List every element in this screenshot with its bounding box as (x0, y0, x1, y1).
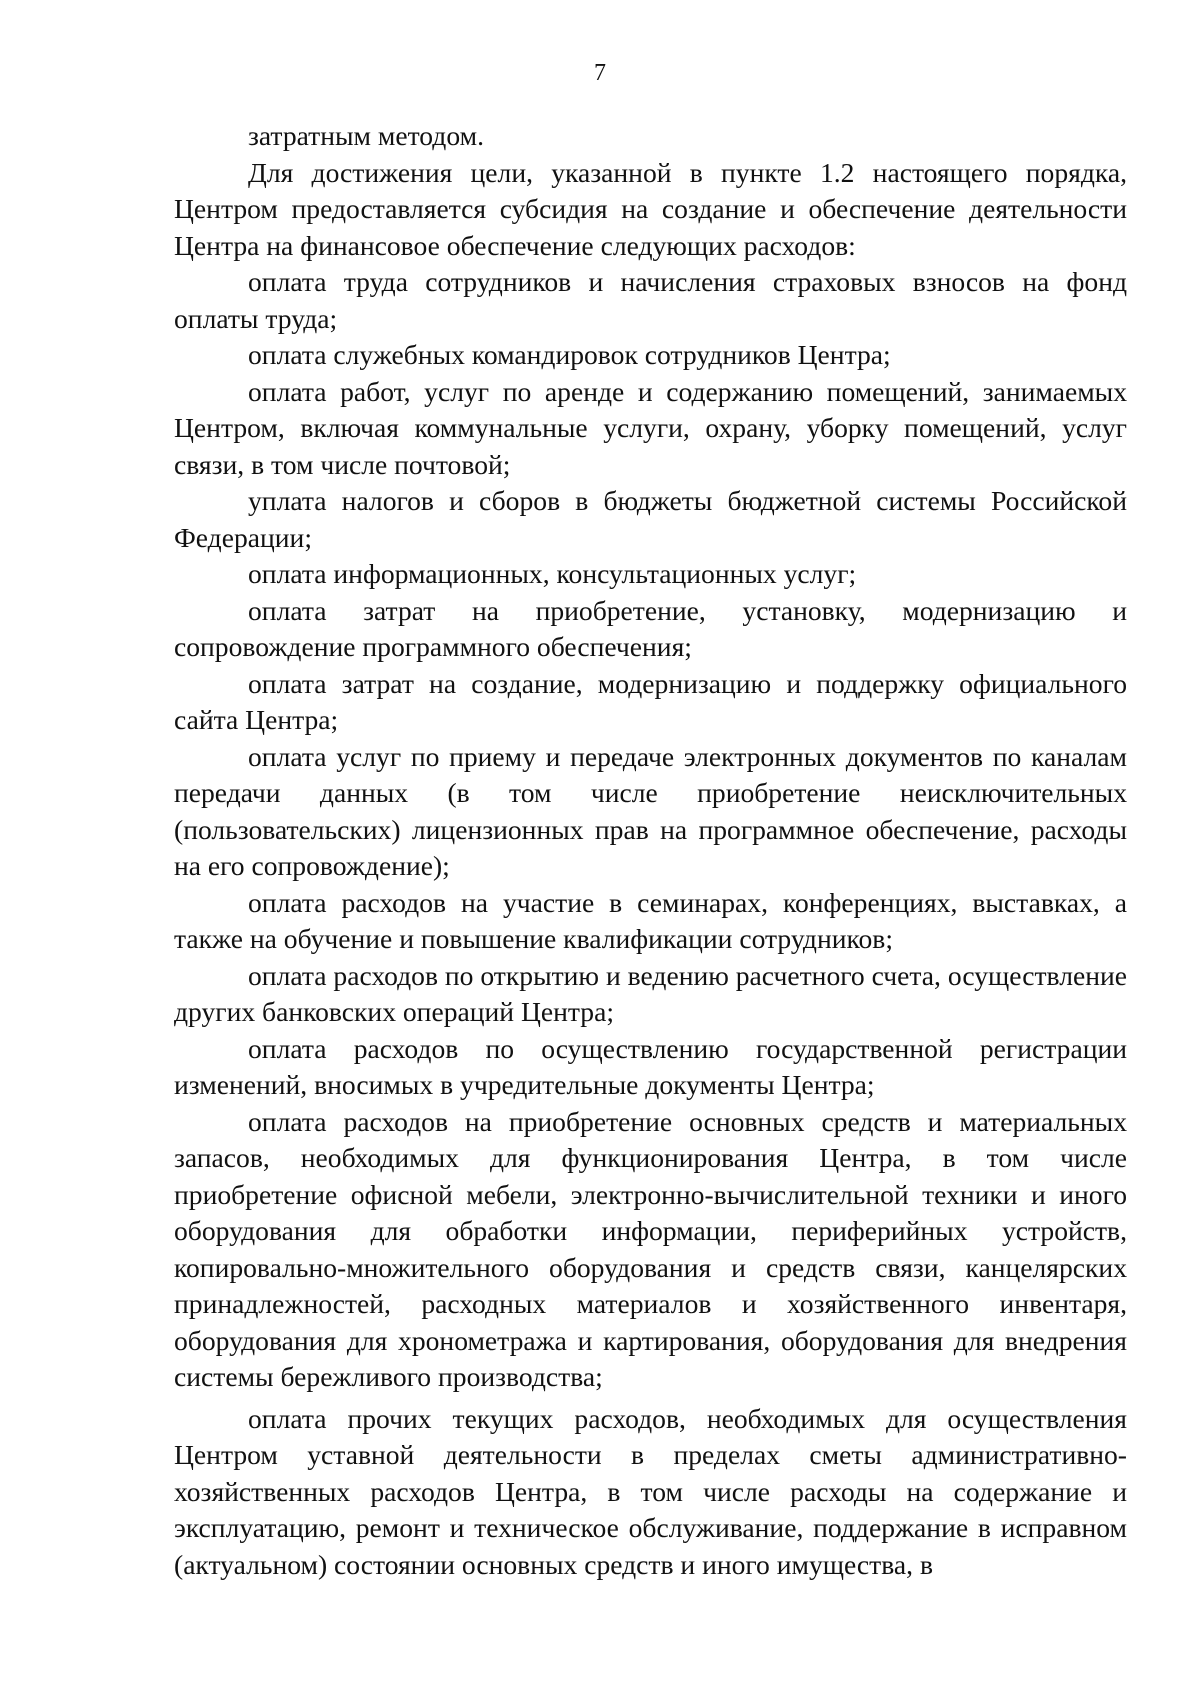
paragraph-other-expenses: оплата прочих текущих расходов, необходимых для осуществления Центром уставной деятельности в пределах сметы административно-хозяйственных расходов Центра, в том числе расходы на содержание и эксплуатацию, ремонт и техническое обслуживание, поддержание в исправном (актуальном) состоянии основных средств и иного имущества, в (174, 1402, 1127, 1580)
paragraph-electronic-documents: оплата услуг по приему и передаче электронных документов по каналам передачи данных (в том числе приобретение неисключительных (пользовательских) лицензионных прав на программное обеспечение, расходы на его сопровождение); (174, 740, 1127, 881)
paragraph-seminars-training: оплата расходов на участие в семинарах, конференциях, выставках, а также на обучение и повышение квалификации сотрудников; (174, 886, 1127, 954)
document-body (174, 118, 1127, 1583)
paragraph-website: оплата затрат на создание, модернизацию и поддержку официального сайта Центра; (174, 667, 1127, 735)
paragraph-premises-rent: оплата работ, услуг по аренде и содержанию помещений, занимаемых Центром, включая коммунальные услуги, охрану, уборку помещений, услуг связи, в том числе почтовой; (174, 375, 1127, 480)
page-number: 7 (594, 60, 606, 86)
paragraph-labor-payment: оплата труда сотрудников и начисления страховых взносов на фонд оплаты труда; (174, 266, 1127, 334)
paragraph-software: оплата затрат на приобретение, установку, модернизацию и сопровождение программного обеспечения; (174, 594, 1127, 662)
paragraph-bank-account: оплата расходов по открытию и ведению расчетного счета, осуществление других банковских операций Центра; (174, 959, 1127, 1027)
paragraph-consulting: оплата информационных, консультационных услуг; (248, 558, 857, 589)
paragraph-fixed-assets: оплата расходов на приобретение основных средств и материальных запасов, необходимых для функционирования Центра, в том числе приобретение офисной мебели, электронно-вычислительной техники и иного оборудования для обработки информации, периферийных устройств, копировально-множительного оборудования и средств связи, канцелярских принадлежностей, расходных материалов и хозяйственного инвентаря, оборудования для хронометража и картирования, оборудования для внедрения системы бережливого производства; (174, 1105, 1127, 1392)
paragraph-continuation: затратным методом. (248, 120, 484, 151)
paragraph-taxes: уплата налогов и сборов в бюджеты бюджетной системы Российской Федерации; (174, 485, 1127, 553)
paragraph-business-trips: оплата служебных командировок сотрудников Центра; (248, 339, 891, 370)
paragraph-registration: оплата расходов по осуществлению государственной регистрации изменений, вносимых в учредительные документы Центра; (174, 1032, 1127, 1100)
paragraph-goal-subsidy: Для достижения цели, указанной в пункте 1.2 настоящего порядка, Центром предоставляется субсидия на создание и обеспечение деятельности Центра на финансовое обеспечение следующих расходов: (174, 156, 1127, 261)
